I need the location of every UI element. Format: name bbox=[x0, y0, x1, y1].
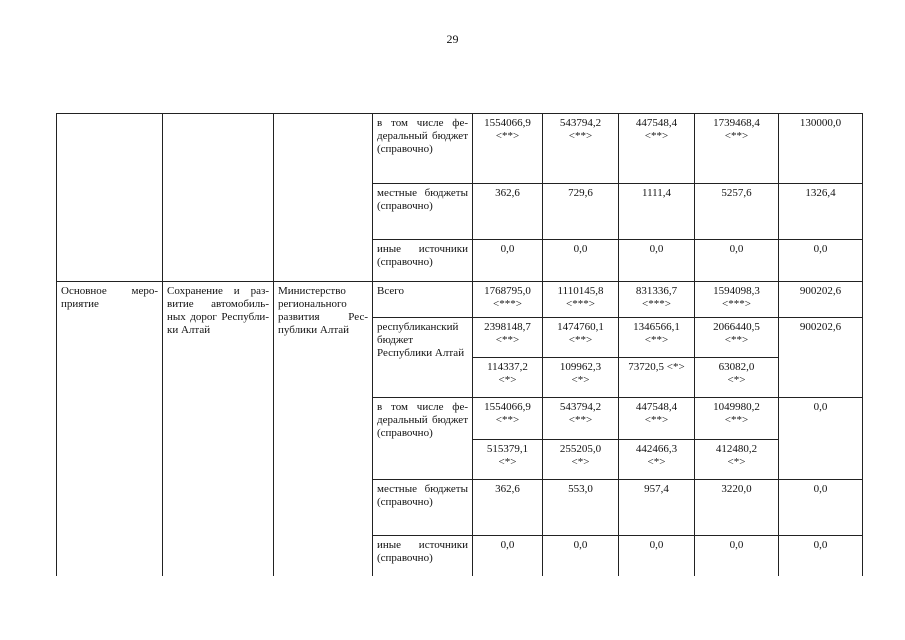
value-cell: 362,6 bbox=[473, 480, 543, 536]
value-cell: 1594098,3 <***> bbox=[695, 282, 779, 318]
page-number: 29 bbox=[446, 32, 459, 46]
event-name-cell: Сохранение и развитие автомобильных дорог Республики Алтай bbox=[163, 282, 274, 576]
source-cell: Всего bbox=[373, 282, 473, 318]
value-cell: 1111,4 bbox=[619, 184, 695, 240]
value-cell: 5257,6 bbox=[695, 184, 779, 240]
value-cell: 900202,6 bbox=[779, 318, 863, 398]
value-cell: 2398148,7 <**> bbox=[473, 318, 543, 358]
source-cell: республиканский бюджет Республики Алтай bbox=[373, 318, 473, 398]
value-cell: 447548,4 <**> bbox=[619, 398, 695, 440]
value-cell: 957,4 bbox=[619, 480, 695, 536]
value-cell: 831336,7 <***> bbox=[619, 282, 695, 318]
value-cell: 1346566,1 <**> bbox=[619, 318, 695, 358]
value-cell: 0,0 bbox=[619, 240, 695, 282]
cell-empty bbox=[274, 114, 373, 282]
value-cell: 553,0 bbox=[543, 480, 619, 536]
value-cell: 729,6 bbox=[543, 184, 619, 240]
value-cell: 73720,5 <*> bbox=[619, 358, 695, 398]
value-cell: 0,0 bbox=[473, 536, 543, 576]
source-cell: иные источники (справочно) bbox=[373, 536, 473, 576]
source-cell: в том числе федеральный бюджет (справочно) bbox=[373, 398, 473, 480]
value-cell: 1768795,0 <***> bbox=[473, 282, 543, 318]
source-cell: местные бюджеты (справочно) bbox=[373, 480, 473, 536]
value-cell: 0,0 bbox=[779, 240, 863, 282]
value-cell: 1326,4 bbox=[779, 184, 863, 240]
value-cell: 900202,6 bbox=[779, 282, 863, 318]
value-cell: 1110145,8 <***> bbox=[543, 282, 619, 318]
value-cell: 1739468,4 <**> bbox=[695, 114, 779, 184]
event-type-cell: Основное мероприятие bbox=[57, 282, 163, 576]
value-cell: 0,0 bbox=[779, 536, 863, 576]
value-cell: 0,0 bbox=[695, 240, 779, 282]
value-cell: 412480,2 <*> bbox=[695, 440, 779, 480]
value-cell: 543794,2 <**> bbox=[543, 398, 619, 440]
value-cell: 442466,3 <*> bbox=[619, 440, 695, 480]
value-cell: 63082,0 <*> bbox=[695, 358, 779, 398]
value-cell: 447548,4 <**> bbox=[619, 114, 695, 184]
value-cell: 0,0 bbox=[473, 240, 543, 282]
value-cell: 3220,0 bbox=[695, 480, 779, 536]
value-cell: 0,0 bbox=[779, 480, 863, 536]
value-cell: 0,0 bbox=[779, 398, 863, 480]
value-cell: 1554066,9 <**> bbox=[473, 398, 543, 440]
source-cell: иные источники (справочно) bbox=[373, 240, 473, 282]
value-cell: 1554066,9 <**> bbox=[473, 114, 543, 184]
value-cell: 0,0 bbox=[543, 240, 619, 282]
value-cell: 130000,0 bbox=[779, 114, 863, 184]
cell-empty bbox=[57, 114, 163, 282]
value-cell: 543794,2 <**> bbox=[543, 114, 619, 184]
table-row bbox=[57, 282, 863, 318]
value-cell: 0,0 bbox=[695, 536, 779, 576]
value-cell: 0,0 bbox=[619, 536, 695, 576]
value-cell: 1049980,2 <**> bbox=[695, 398, 779, 440]
value-cell: 109962,3 <*> bbox=[543, 358, 619, 398]
value-cell: 255205,0 <*> bbox=[543, 440, 619, 480]
table-row bbox=[57, 114, 863, 184]
source-cell: местные бюджеты (справочно) bbox=[373, 184, 473, 240]
value-cell: 362,6 bbox=[473, 184, 543, 240]
cell-empty bbox=[163, 114, 274, 282]
value-cell: 0,0 bbox=[543, 536, 619, 576]
value-cell: 2066440,5 <**> bbox=[695, 318, 779, 358]
executor-cell: Министерство регионального развития Республики Алтай bbox=[274, 282, 373, 576]
value-cell: 114337,2 <*> bbox=[473, 358, 543, 398]
value-cell: 515379,1 <*> bbox=[473, 440, 543, 480]
source-cell: в том числе федеральный бюджет (справочно) bbox=[373, 114, 473, 184]
value-cell: 1474760,1 <**> bbox=[543, 318, 619, 358]
budget-table bbox=[56, 113, 863, 576]
